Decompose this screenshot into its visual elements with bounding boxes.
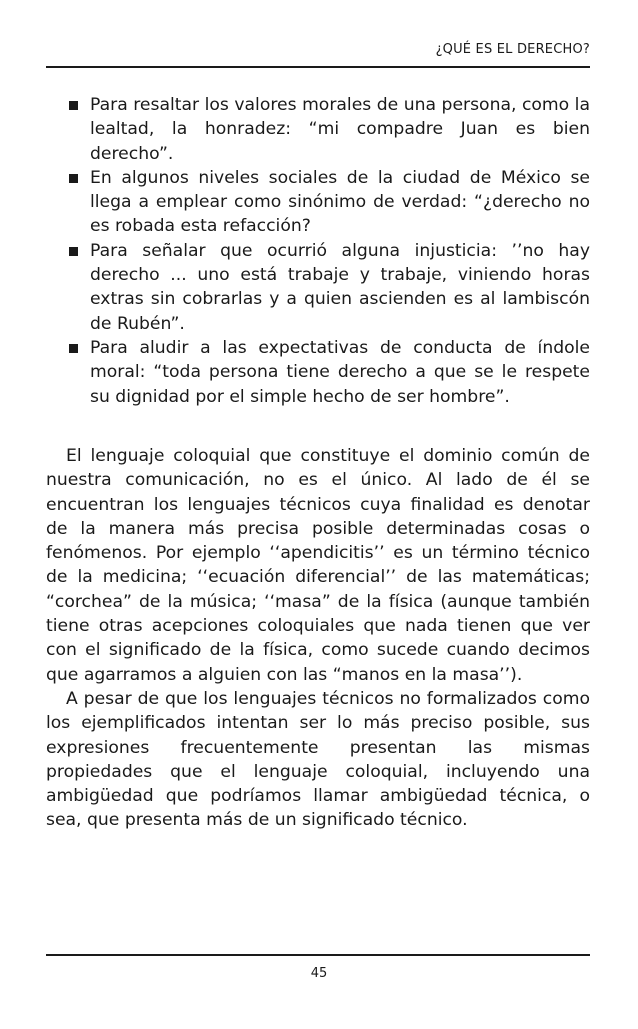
bullet-item [46, 239, 590, 336]
bullet-text: En algunos niveles sociales de la ciudad de México se llega a emplear como sinónimo de verdad: “¿derecho no es robada esta refacción? [90, 167, 590, 237]
square-bullet-icon [69, 174, 78, 183]
paragraph: El lenguaje coloquial que constituye el dominio común de nuestra comunicación, no es el único. Al lado de él se encuentran los lenguajes técnicos cuya finalidad es denotar de la manera más precisa posible determinadas cosas o fenómenos. Por ejemplo ‘‘apendicitis’’ es un término técnico de la medicina; ‘‘ecuación diferencial’’ de las matemáticas; “corchea” de la música; ‘‘masa” de la física (aunque también tiene otras acepciones coloquiales que nada tienen que ver con el significado de la física, como sucede cuando decimos que agarramos a alguien con las “manos en la masa’’). [46, 446, 590, 685]
bullet-text: Para señalar que ocurrió alguna injusticia: ’’no hay derecho ... uno está trabaje y trabaje, viniendo horas extras sin cobrarlas y a quien ascienden es al lambiscón de Rubén”. [90, 240, 590, 334]
running-head: ¿QUÉ ES EL DERECHO? [435, 42, 590, 57]
bullet-item [46, 166, 590, 239]
paragraph: A pesar de que los lenguajes técnicos no formalizados como los ejemplificados intentan ser lo más preciso posible, sus expresiones frecuentemente presentan las mismas propiedades que el lenguaje coloquial, incluyendo una ambigüedad que podríamos llamar ambigüedad técnica, o sea, que presenta más de un significado técnico. [46, 688, 590, 831]
body-text [46, 444, 590, 833]
footer-rule [46, 954, 590, 956]
bullet-item [46, 336, 590, 409]
bullet-text: Para resaltar los valores morales de una persona, como la lealtad, la honradez: “mi compadre Juan es bien derecho”. [90, 95, 590, 164]
header-rule [46, 66, 590, 68]
bullet-list [46, 93, 590, 409]
bullet-item [46, 93, 590, 166]
square-bullet-icon [69, 344, 78, 353]
bullet-text: Para aludir a las expectativas de conducta de índole moral: “toda persona tiene derecho a que se le respete su dignidad por el simple hecho de ser hombre”. [90, 337, 590, 407]
page-number: 45 [310, 966, 328, 981]
square-bullet-icon [69, 247, 78, 256]
square-bullet-icon [69, 101, 78, 110]
